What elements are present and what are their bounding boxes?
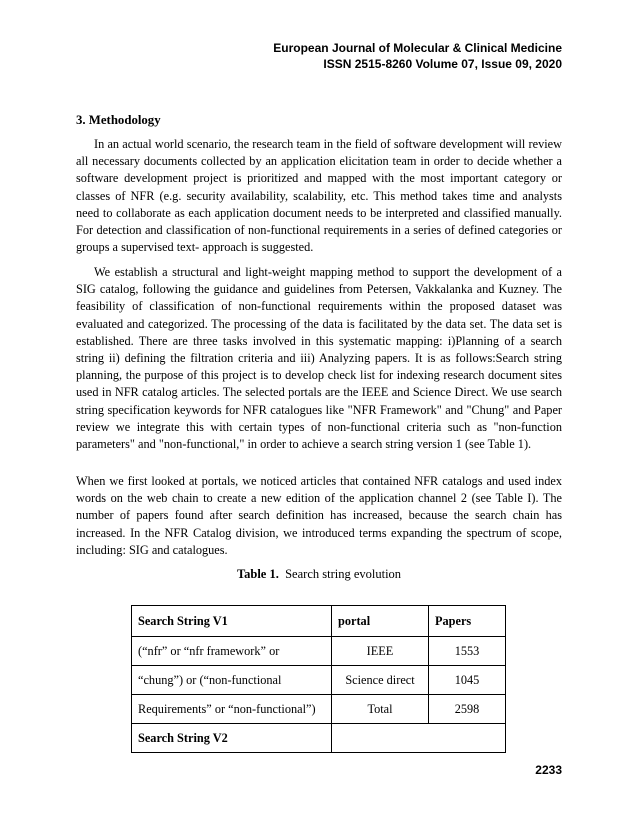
paragraph-3: When we first looked at portals, we noticed articles that contained NFR catalogs and used index words on the web chain to create a new edition of the application channel 2 (see Table I). The number of papers found after search definition has increased, because the search chain has increased. In the NFR Catalog division, we introduced terms expanding the spectrum of scope, including: SIG and catalogues.: [76, 474, 562, 557]
table-caption-text: Search string evolution: [285, 567, 402, 581]
table-header-cell: portal: [332, 606, 429, 637]
table-cell: (“nfr” or “nfr framework” or: [132, 637, 332, 666]
page-number: 2233: [535, 763, 562, 777]
table-cell: Requirements” or “non-functional”): [132, 695, 332, 724]
table-footer-row: [132, 724, 506, 753]
journal-title: European Journal of Molecular & Clinical Medicine: [273, 41, 562, 55]
table-footer-cell: Search String V2: [132, 724, 332, 753]
table-row: [132, 666, 506, 695]
table-cell: Total: [332, 695, 429, 724]
table-header-row: [132, 606, 506, 637]
table-row: [132, 695, 506, 724]
table-header-cell: Search String V1: [132, 606, 332, 637]
table-cell: Science direct: [332, 666, 429, 695]
journal-issue: ISSN 2515-8260 Volume 07, Issue 09, 2020: [323, 57, 562, 71]
table-row: [132, 637, 506, 666]
table-cell: 1045: [429, 666, 506, 695]
search-string-table: [131, 605, 506, 753]
paragraph-1: In an actual world scenario, the research team in the field of software development will review all necessary documents collected by an application elicitation team in order to decide whether a software development project is prioritized and mapped with the most important category or classes of NFR (e.g. security availability, scalability, etc. This method takes time and analysts need to collaborate as each application document needs to be interpreted and classified manually. For detection and classification of non-functional requirements in a series of defined categories or groups a supervised text- approach is suggested.: [76, 137, 562, 255]
section-heading: 3. Methodology: [76, 113, 161, 127]
table-cell: 2598: [429, 695, 506, 724]
paragraph-2: We establish a structural and light-weight mapping method to support the development of a SIG catalog, following the guidance and guidelines from Petersen, Vakkalanka and Kuzney. The feasibility of classification of non-functional requirements within the proposed dataset was evaluated and categorized. The processing of the data is facilitated by the data set. The data set is established. There are three tasks involved in this systematic mapping: i)Planning of a search string ii) defining the filtration criteria and iii) Analyzing papers. It is as follows:Search string planning, the purpose of this project is to develop check list for indexing research document sites used in NFR catalog articles. The selected portals are the IEEE and Science Direct. We use search string specification keywords for NFR catalogues like "NFR Framework" and "Chung" and Paper review we integrate this with certain types of non-functional criteria such as "non-function parameters" and "non-functional," in order to achieve a search string version 1 (see Table 1).: [76, 265, 562, 452]
table-cell: 1553: [429, 637, 506, 666]
table-caption: [0, 567, 638, 582]
table-caption-label: Table 1.: [236, 567, 279, 581]
table-cell: “chung”) or (“non-functional: [132, 666, 332, 695]
table-cell: IEEE: [332, 637, 429, 666]
table-footer-empty-cell: [332, 724, 506, 753]
journal-header: [273, 40, 562, 72]
table-header-cell: Papers: [429, 606, 506, 637]
